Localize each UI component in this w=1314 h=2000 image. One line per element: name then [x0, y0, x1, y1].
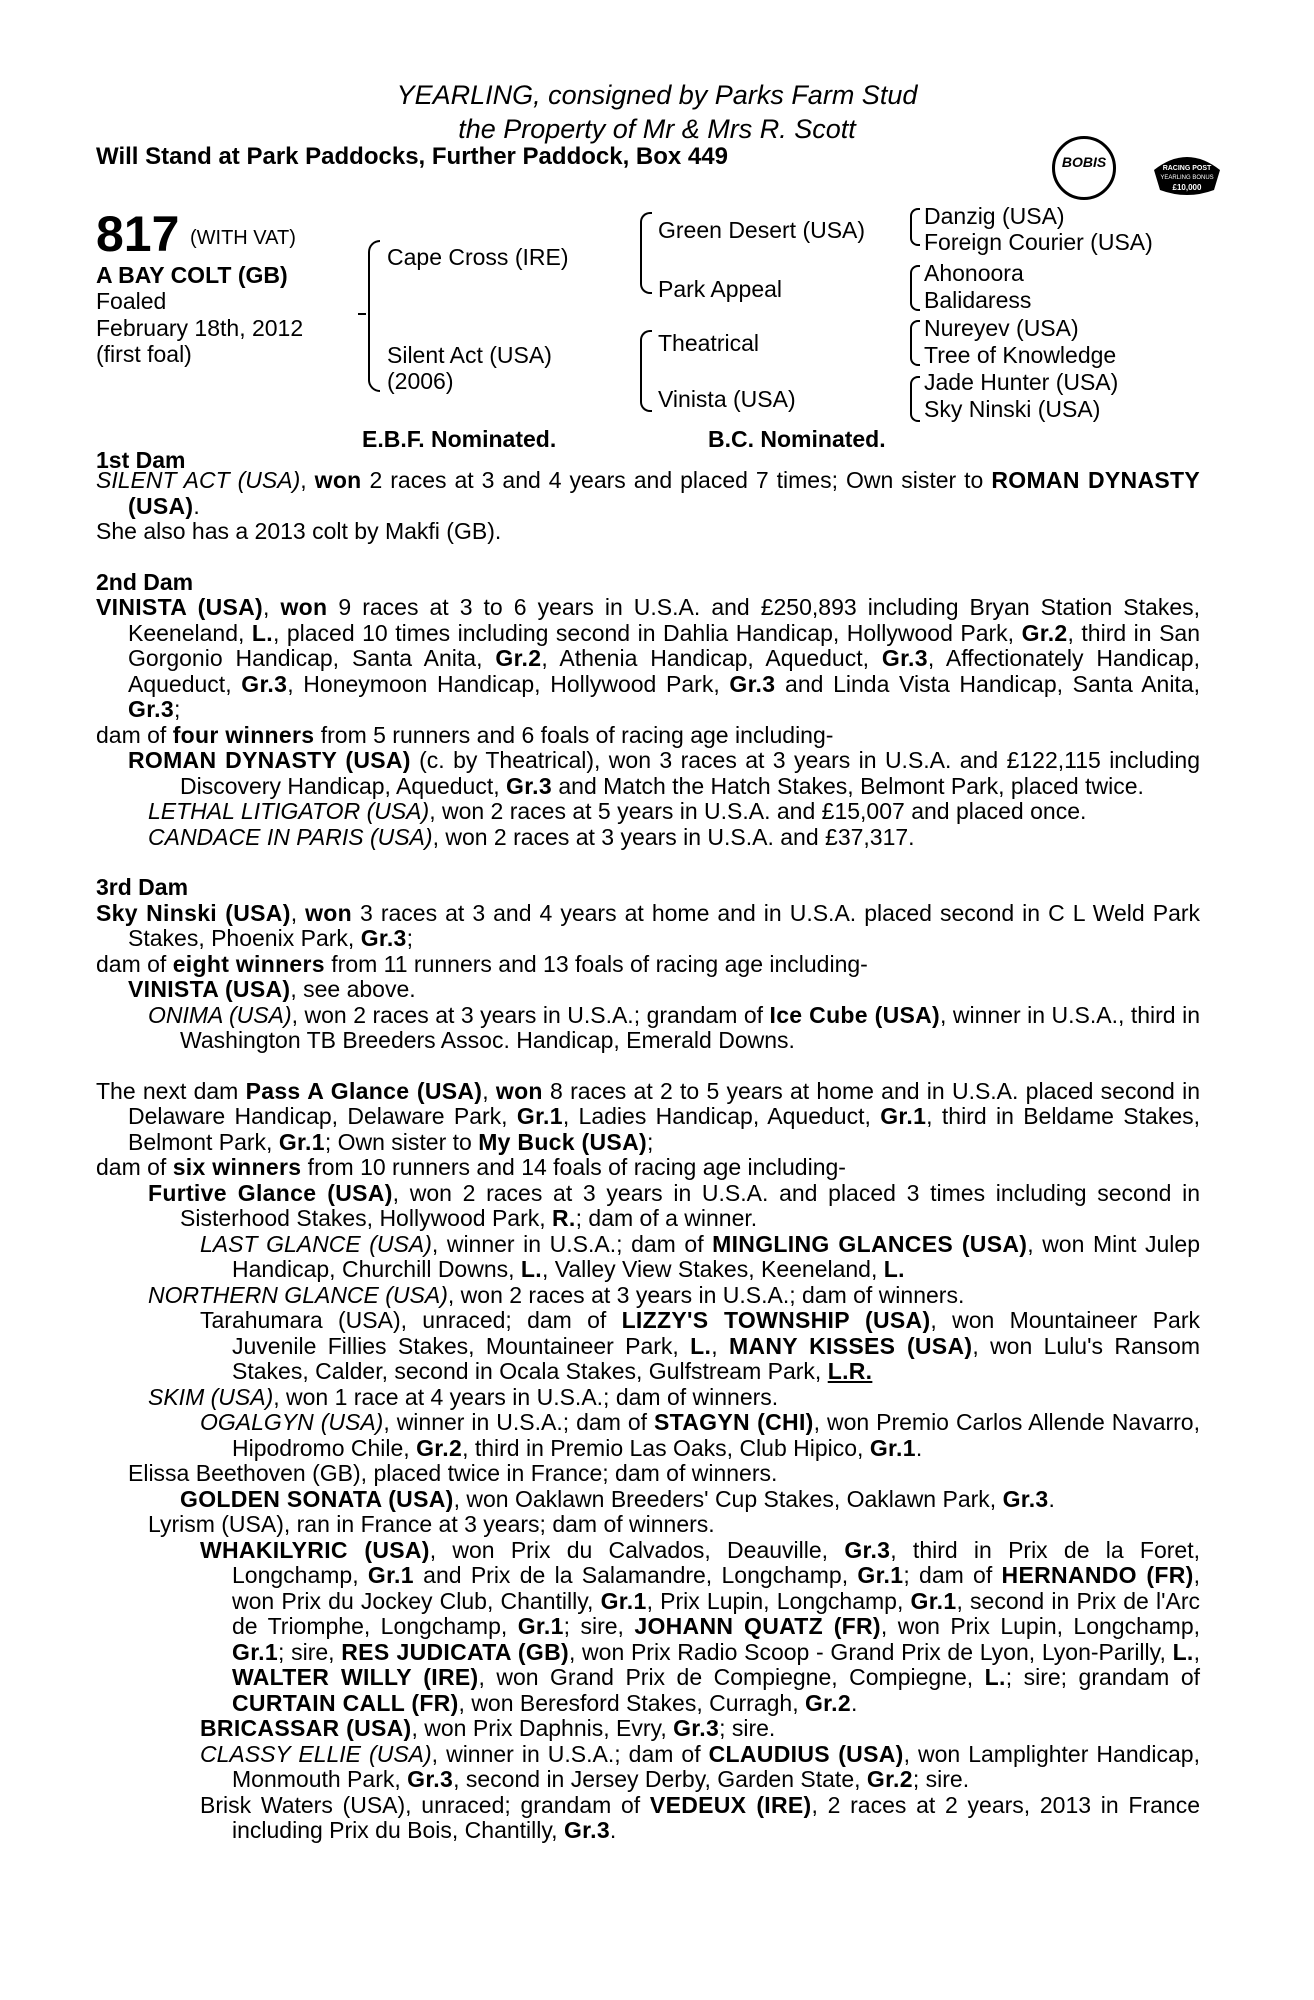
next-dam-produce-line: dam of six winners from 10 runners and 14 foals of racing age including-: [96, 1154, 846, 1180]
pedigree-brace-dam: [640, 330, 652, 412]
g3-nureyev: Nureyev (USA): [924, 315, 1079, 341]
pedigree-brace-main: [368, 240, 380, 392]
bobis-logo-icon: BOBIS: [1052, 136, 1116, 200]
first-dam-heading: 1st Dam: [96, 447, 186, 473]
sire-sire: Green Desert (USA): [658, 217, 866, 243]
pedigree-brace-g3-4: [910, 376, 920, 422]
third-dam-produce-line: dam of eight winners from 11 runners and 13 foals of racing age including-: [96, 950, 868, 977]
produce-ogalgyn: OGALGYN (USA), winner in U.S.A.; dam of STAGYN (CHI), won Premio Carlos Allende Navarro, Hipodromo Chile, Gr.2, third in Premio Las Oaks, Club Hipico, Gr.1.: [200, 1409, 1200, 1461]
produce-whakilyric: WHAKILYRIC (USA), won Prix du Calvados, Deauville, Gr.3, third in Prix de la Foret, Longchamp, Gr.1 and Prix de la Salamandre, Longchamp, Gr.1; dam of HERNANDO (FR), won Prix du Jockey Club, Chantilly, Gr.1, Prix Lupin, Longchamp, Gr.1, second in Prix de l'Arc de Triomphe, Longchamp, Gr.1; sire, JOHANN QUATZ (FR), won Prix Lupin, Longchamp, Gr.1; sire, RES JUDICATA (GB), won Prix Radio Scoop - Grand Prix de Lyon, Lyon-Parilly, L., WALTER WILLY (IRE), won Grand Prix de Compiegne, Compiegne, L.; sire; grandam of CURTAIN CALL (FR), won Beresford Stakes, Curragh, Gr.2.: [200, 1536, 1201, 1716]
dam: Silent Act (USA): [387, 342, 552, 368]
produce-bricassar: BRICASSAR (USA), won Prix Daphnis, Evry, Gr.3; sire.: [200, 1715, 776, 1741]
pedigree-body: [96, 468, 1200, 1844]
produce-skim: SKIM (USA), won 1 race at 4 years in U.S.A.; dam of winners.: [148, 1383, 779, 1410]
stand-location: Will Stand at Park Paddocks, Further Paddock, Box 449: [96, 143, 728, 170]
g3-sky-ninski: Sky Ninski (USA): [924, 396, 1101, 422]
g3-balidaress: Balidaress: [924, 287, 1032, 313]
bc-nominated: B.C. Nominated.: [708, 426, 886, 452]
first-foal-note: (first foal): [96, 341, 192, 367]
g3-foreign-courier: Foreign Courier (USA): [924, 229, 1153, 255]
g3-ahonoora: Ahonoora: [924, 260, 1024, 286]
sire-dam: Park Appeal: [658, 276, 783, 302]
foaled-date: February 18th, 2012: [96, 315, 304, 341]
pedigree-brace-g3-2: [910, 265, 920, 311]
dam-dam: Vinista (USA): [658, 386, 796, 412]
pedigree-brace-g3-1: [910, 208, 920, 246]
third-dam-heading: 3rd Dam: [96, 874, 189, 900]
vat-note: (WITH VAT): [190, 227, 296, 249]
produce-lyrism: Lyrism (USA), ran in France at 3 years; dam of winners.: [148, 1511, 715, 1537]
property-line: the Property of Mr & Mrs R. Scott: [458, 114, 856, 144]
sire: Cape Cross (IRE): [387, 244, 569, 270]
produce-vinista: VINISTA (USA), see above.: [128, 976, 416, 1002]
dam-year: (2006): [387, 368, 454, 394]
produce-elissa-beethoven: Elissa Beethoven (GB), placed twice in France; dam of winners.: [128, 1460, 778, 1486]
produce-golden-sonata: GOLDEN SONATA (USA), won Oaklawn Breeders' Cup Stakes, Oaklawn Park, Gr.3.: [180, 1485, 1055, 1512]
produce-last-glance: LAST GLANCE (USA), winner in U.S.A.; dam of MINGLING GLANCES (USA), won Mint Julep Handicap, Churchill Downs, L., Valley View Stakes, Keeneland, L.: [200, 1230, 1200, 1282]
pedigree-brace-g3-3: [910, 320, 920, 366]
foaled-label: Foaled: [96, 288, 167, 314]
produce-classy-ellie: CLASSY ELLIE (USA), winner in U.S.A.; dam of CLAUDIUS (USA), won Lamplighter Handicap, Monmouth Park, Gr.3, second in Jersey Derby, Garden State, Gr.2; sire.: [200, 1740, 1200, 1792]
consignor-line: YEARLING, consigned by Parks Farm Stud: [396, 80, 918, 110]
produce-furtive-glance: Furtive Glance (USA), won 2 races at 3 years in U.S.A. and placed 3 times including second in Sisterhood Stakes, Hollywood Park, R.; dam of a winner.: [148, 1179, 1201, 1231]
ebf-nominated: E.B.F. Nominated.: [362, 426, 557, 452]
g3-tree-of-knowledge: Tree of Knowledge: [924, 342, 1117, 368]
produce-brisk-waters: Brisk Waters (USA), unraced; grandam of VEDEUX (IRE), 2 races at 2 years, 2013 in France including Prix du Bois, Chantilly, Gr.3.: [200, 1791, 1200, 1843]
second-dam-paragraph: VINISTA (USA), won 9 races at 3 to 6 years in U.S.A. and £250,893 including Bryan Station Stakes, Keeneland, L., placed 10 times including second in Dahlia Handicap, Hollywood Park, Gr.2, third in San Gorgonio Handicap, Santa Anita, Gr.2, Athenia Handicap, Aqueduct, Gr.3, Affectionately Handicap, Aqueduct, Gr.3, Honeymoon Handicap, Hollywood Park, Gr.3 and Linda Vista Handicap, Santa Anita, Gr.3;: [96, 594, 1201, 722]
produce-lethal-litigator: LETHAL LITIGATOR (USA), won 2 races at 5 years in U.S.A. and £15,007 and placed once.: [148, 798, 1087, 824]
dam-sire: Theatrical: [658, 330, 759, 356]
svg-text:£10,000: £10,000: [1172, 183, 1202, 192]
produce-northern-glance: NORTHERN GLANCE (USA), won 2 races at 3 years in U.S.A.; dam of winners.: [148, 1281, 965, 1308]
lot-number: 817: [96, 206, 180, 262]
g3-danzig: Danzig (USA): [924, 203, 1065, 229]
yearling-bonus-logo-icon: [1150, 150, 1224, 202]
second-dam-produce-line: dam of four winners from 5 runners and 6 foals of racing age including-: [96, 721, 834, 748]
next-dam-paragraph: The next dam Pass A Glance (USA), won 8 races at 2 to 5 years at home and in U.S.A. placed second in Delaware Handicap, Delaware Park, Gr.1, Ladies Handicap, Aqueduct, Gr.1, third in Beldame Stakes, Belmont Park, Gr.1; Own sister to My Buck (USA);: [96, 1077, 1200, 1155]
produce-onima: ONIMA (USA), won 2 races at 3 years in U.S.A.; grandam of Ice Cube (USA), winner in U.S.A., third in Washington TB Breeders Assoc. Handicap, Emerald Downs.: [148, 1001, 1200, 1053]
g3-jade-hunter: Jade Hunter (USA): [924, 369, 1119, 395]
svg-text:RACING POST: RACING POST: [1162, 165, 1212, 172]
produce-roman-dynasty: ROMAN DYNASTY (USA) (c. by Theatrical), won 3 races at 3 years in U.S.A. and £122,115 including Discovery Handicap, Aqueduct, Gr.3 and Match the Hatch Stakes, Belmont Park, placed twice.: [128, 747, 1200, 799]
third-dam-paragraph: Sky Ninski (USA), won 3 races at 3 and 4 years at home and in U.S.A. placed second in C L Weld Park Stakes, Phoenix Park, Gr.3;: [96, 899, 1201, 951]
produce-tarahumara: Tarahumara (USA), unraced; dam of LIZZY'S TOWNSHIP (USA), won Mountaineer Park Juvenile Fillies Stakes, Mountaineer Park, L., MANY KISSES (USA), won Lulu's Ransom Stakes, Calder, second in Ocala Stakes, Gulfstream Park, L.R.: [200, 1307, 1201, 1384]
first-dam-paragraph: SILENT ACT (USA), won 2 races at 3 and 4 years and placed 7 times; Own sister to ROMAN DYNASTY (USA).: [96, 467, 1201, 519]
svg-text:YEARLING BONUS: YEARLING BONUS: [1160, 175, 1214, 181]
pedigree-brace-main-point: [358, 313, 366, 315]
produce-candace-in-paris: CANDACE IN PARIS (USA), won 2 races at 3 years in U.S.A. and £37,317.: [148, 823, 915, 850]
second-dam-heading: 2nd Dam: [96, 568, 194, 595]
pedigree-brace-sire: [640, 212, 652, 294]
horse-name: A BAY COLT (GB): [96, 262, 288, 288]
first-dam-note: She also has a 2013 colt by Makfi (GB).: [96, 518, 502, 544]
